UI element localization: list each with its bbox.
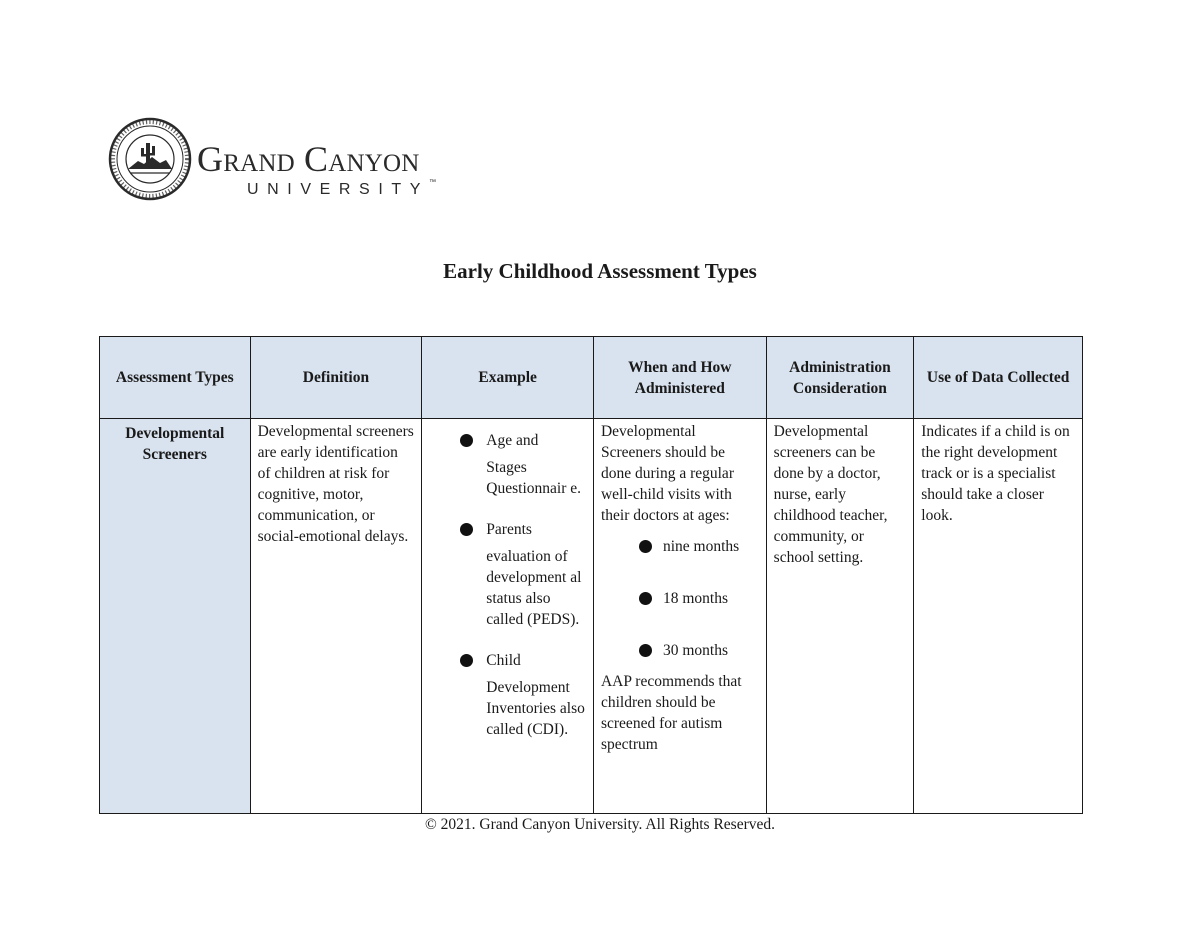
header-when-administered: When and How Administered [593,337,766,419]
age-label: 18 months [662,590,729,607]
list-item [663,588,759,609]
header-example: Example [422,337,594,419]
bullet-icon [639,540,652,553]
table-row [100,419,1083,814]
cell-when-administered [593,419,766,814]
table-header-row [100,337,1083,419]
header-use-of-data: Use of Data Collected [914,337,1083,419]
ages-list [601,526,759,661]
example-list [423,420,592,740]
list-item [663,536,759,557]
header-administration-consideration: Administration Consideration [766,337,914,419]
copyright-footer: © 2021. Grand Canyon University. All Rights Reserved. [424,816,775,833]
example-text: evaluation of development al status also called (PEDS). [486,548,582,628]
logo-university: UNIVERSITY [247,181,430,198]
bullet-icon [639,592,652,605]
cell-assessment-type: Developmental Screeners [100,419,251,814]
bullet-icon [639,644,652,657]
header-assessment-types: Assessment Types [100,337,251,419]
cell-examples [422,419,594,814]
example-text: Development Inventories also called (CDI). [486,679,585,738]
example-lead: Age and [486,432,539,449]
list-item [486,519,586,630]
logo-wordmark [197,141,436,199]
cell-administration: Developmental screeners can be done by a doctor, nurse, early childhood teacher, community, or school setting. [766,419,914,814]
university-logo [108,117,488,201]
cell-use-of-data: Indicates if a child is on the right development track or is a specialist should take a closer look. [914,419,1083,814]
age-label: 30 months [662,642,729,659]
logo-subtitle [247,181,436,199]
university-seal-icon [108,117,192,201]
list-item [486,430,586,499]
list-item [486,650,586,740]
example-text: Stages Questionnair e. [486,459,581,497]
age-label: nine months [662,538,740,555]
page-title: Early Childhood Assessment Types [443,259,757,283]
bullet-icon [460,523,473,536]
bullet-icon [460,654,473,667]
when-outro: AAP recommends that children should be screened for autism spectrum [600,673,742,753]
example-lead: Parents [486,521,532,538]
cell-definition: Developmental screeners are early identification of children at risk for cognitive, motor, communication, or social-emotional delays. [250,419,422,814]
bullet-icon [460,434,473,447]
logo-trademark: ™ [429,179,437,186]
example-lead: Child [486,652,521,669]
list-item [663,640,759,661]
logo-name: Grand Canyon [197,139,420,179]
assessment-table [99,336,1083,814]
when-intro: Developmental Screeners should be done during a regular well-child visits with their doctors at ages: [600,423,734,524]
header-definition: Definition [250,337,422,419]
